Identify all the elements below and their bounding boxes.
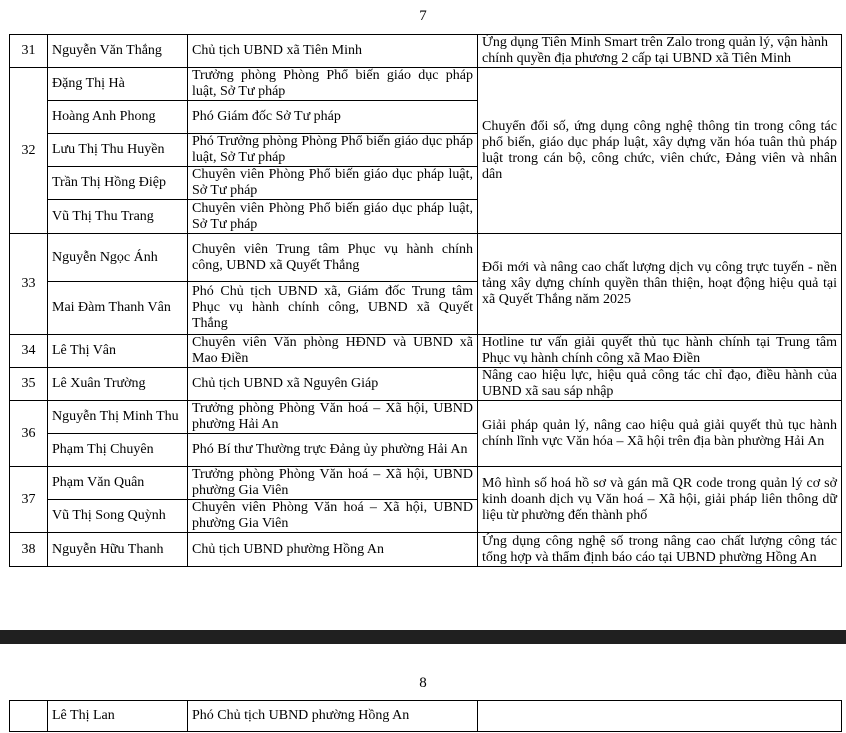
member-name: Lưu Thị Thu Huyền	[48, 134, 188, 167]
member-position: Chủ tịch UBND xã Nguyên Giáp	[188, 368, 478, 401]
award-table	[9, 34, 842, 567]
solution-text: Mô hình số hoá hồ sơ và gán mã QR code trong quản lý cơ sở kinh doanh dịch vụ Văn hoá – Xã hội, giải pháp liên thông dữ liệu từ phường đến thành phố	[478, 467, 842, 533]
member-name: Nguyễn Hữu Thanh	[48, 533, 188, 567]
table-row	[10, 368, 842, 401]
member-position: Chủ tịch UBND phường Hồng An	[188, 533, 478, 567]
row-number: 31	[10, 35, 48, 68]
member-position: Trưởng phòng Phòng Văn hoá – Xã hội, UBND phường Hải An	[188, 401, 478, 434]
table-row	[10, 35, 842, 68]
row-number: 37	[10, 467, 48, 533]
member-position: Phó Chủ tịch UBND phường Hồng An	[188, 701, 478, 732]
row-number: 36	[10, 401, 48, 467]
table-row	[10, 401, 842, 434]
member-name: Hoàng Anh Phong	[48, 101, 188, 134]
member-position: Chuyên viên Phòng Phổ biến giáo dục pháp luật, Sở Tư pháp	[188, 167, 478, 200]
member-position: Chủ tịch UBND xã Tiên Minh	[188, 35, 478, 68]
solution-text: Chuyển đổi số, ứng dụng công nghệ thông tin trong công tác phổ biến, giáo dục pháp luật, xây dựng văn hóa tuân thủ pháp luật trong cán bộ, công chức, viên chức, Đảng viên và nhân dân	[478, 68, 842, 234]
solution-text: Hotline tư vấn giải quyết thủ tục hành chính tại Trung tâm Phục vụ hành chính công xã Mao Điền	[478, 335, 842, 368]
member-name: Lê Thị Vân	[48, 335, 188, 368]
row-number: 34	[10, 335, 48, 368]
member-position: Trưởng phòng Phòng Phổ biến giáo dục pháp luật, Sở Tư pháp	[188, 68, 478, 101]
member-position: Phó Bí thư Thường trực Đảng ủy phường Hải An	[188, 434, 478, 467]
member-name: Nguyễn Thị Minh Thu	[48, 401, 188, 434]
solution-text: Giải pháp quản lý, nâng cao hiệu quả giải quyết thủ tục hành chính lĩnh vực Văn hóa – Xã hội trên địa bàn phường Hải An	[478, 401, 842, 467]
table-row	[10, 335, 842, 368]
member-name: Nguyễn Văn Thắng	[48, 35, 188, 68]
member-position: Phó Trưởng phòng Phòng Phổ biến giáo dục pháp luật, Sở Tư pháp	[188, 134, 478, 167]
solution-text: Đổi mới và nâng cao chất lượng dịch vụ công trực tuyến - nền tảng xây dựng chính quyền thân thiện, hoạt động hiệu quả tại xã Quyết Thắng năm 2025	[478, 234, 842, 335]
member-position: Phó Giám đốc Sở Tư pháp	[188, 101, 478, 134]
table-row	[10, 533, 842, 567]
member-name: Phạm Thị Chuyên	[48, 434, 188, 467]
page-number: 8	[419, 675, 427, 691]
member-position: Chuyên viên Trung tâm Phục vụ hành chính công, UBND xã Quyết Thắng	[188, 234, 478, 282]
member-position: Phó Chủ tịch UBND xã, Giám đốc Trung tâm Phục vụ hành chính công, UBND xã Quyết Thắng	[188, 282, 478, 335]
row-number: 33	[10, 234, 48, 335]
page-number: 7	[419, 8, 427, 24]
solution-text: Nâng cao hiệu lực, hiệu quả công tác chỉ đạo, điều hành của UBND xã sau sáp nhập	[478, 368, 842, 401]
table-row	[10, 234, 842, 282]
solution-text: Ứng dụng công nghệ số trong nâng cao chất lượng công tác tổng hợp và thẩm định báo cáo tại UBND phường Hồng An	[478, 533, 842, 567]
member-name: Phạm Văn Quân	[48, 467, 188, 500]
solution-text: Ứng dụng Tiên Minh Smart trên Zalo trong quản lý, vận hành chính quyền địa phương 2 cấp tại UBND xã Tiên Minh	[478, 35, 842, 68]
member-position: Trưởng phòng Phòng Văn hoá – Xã hội, UBND phường Gia Viên	[188, 467, 478, 500]
member-position: Chuyên viên Văn phòng HĐND và UBND xã Mao Điền	[188, 335, 478, 368]
row-number: 35	[10, 368, 48, 401]
table-row	[10, 68, 842, 101]
row-number	[10, 701, 48, 732]
member-name: Lê Xuân Trường	[48, 368, 188, 401]
member-name: Nguyễn Ngọc Ánh	[48, 234, 188, 282]
member-position: Chuyên viên Phòng Phổ biến giáo dục pháp luật, Sở Tư pháp	[188, 200, 478, 234]
award-table-continued	[9, 700, 842, 732]
member-position: Chuyên viên Phòng Văn hoá – Xã hội, UBND phường Gia Viên	[188, 500, 478, 533]
member-name: Vũ Thị Thu Trang	[48, 200, 188, 234]
page-separator	[0, 630, 846, 644]
member-name: Lê Thị Lan	[48, 701, 188, 732]
row-number: 32	[10, 68, 48, 234]
member-name: Đặng Thị Hà	[48, 68, 188, 101]
table-row	[10, 467, 842, 500]
member-name: Vũ Thị Song Quỳnh	[48, 500, 188, 533]
table-row	[10, 701, 842, 732]
solution-text	[478, 701, 842, 732]
row-number: 38	[10, 533, 48, 567]
member-name: Trần Thị Hồng Điệp	[48, 167, 188, 200]
member-name: Mai Đàm Thanh Vân	[48, 282, 188, 335]
